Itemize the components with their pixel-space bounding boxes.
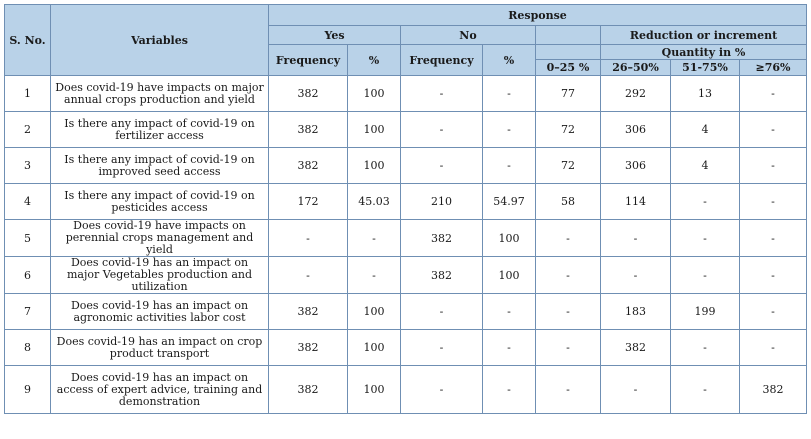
table-row <box>5 220 807 257</box>
no-percent-cell: - <box>483 148 536 184</box>
response-header: Response <box>269 5 807 26</box>
quantity-51-75-cell: 4 <box>671 148 740 184</box>
yes-percent-cell: 100 <box>348 148 401 184</box>
no-frequency-cell: - <box>401 366 483 414</box>
no-percent-cell: 54.97 <box>483 184 536 220</box>
quantity-26-50-header: 26–50% <box>601 60 671 76</box>
no-percent-cell: - <box>483 366 536 414</box>
no-frequency-cell: 382 <box>401 257 483 294</box>
variable-cell: Does covid-19 has an impact on major Vegetables production and utilization <box>51 257 269 294</box>
yes-percent-cell: - <box>348 257 401 294</box>
yes-percent-cell: 100 <box>348 294 401 330</box>
quantity-0-25-cell: 72 <box>536 112 601 148</box>
no-frequency-cell: - <box>401 76 483 112</box>
yes-percent-header: % <box>348 45 401 76</box>
yes-frequency-cell: 382 <box>269 294 348 330</box>
yes-frequency-cell: 382 <box>269 330 348 366</box>
no-percent-cell: - <box>483 112 536 148</box>
no-frequency-cell: 210 <box>401 184 483 220</box>
quantity-76-header: ≥76% <box>740 60 807 76</box>
table-row <box>5 366 807 414</box>
covid-impact-table <box>4 4 807 414</box>
quantity-0-25-cell: - <box>536 220 601 257</box>
no-percent-cell: - <box>483 76 536 112</box>
quantity-76-cell: - <box>740 76 807 112</box>
variable-cell: Does covid-19 has an impact on crop product transport <box>51 330 269 366</box>
variable-cell: Does covid-19 have impacts on major annual crops production and yield <box>51 76 269 112</box>
quantity-76-cell: - <box>740 184 807 220</box>
quantity-0-25-cell: - <box>536 257 601 294</box>
quantity-76-cell: - <box>740 330 807 366</box>
variable-cell: Is there any impact of covid-19 on fertilizer access <box>51 112 269 148</box>
yes-percent-cell: 100 <box>348 366 401 414</box>
quantity-26-50-cell: 306 <box>601 148 671 184</box>
quantity-26-50-cell: 183 <box>601 294 671 330</box>
sno-cell: 5 <box>5 220 51 257</box>
table-row <box>5 257 807 294</box>
quantity-26-50-cell: 306 <box>601 112 671 148</box>
table-row <box>5 294 807 330</box>
reduction-header: Reduction or increment <box>601 26 807 45</box>
sno-cell: 3 <box>5 148 51 184</box>
yes-frequency-cell: 382 <box>269 112 348 148</box>
variables-header: Variables <box>51 5 269 76</box>
yes-frequency-cell: 172 <box>269 184 348 220</box>
quantity-0-25-cell: 72 <box>536 148 601 184</box>
no-percent-cell: - <box>483 294 536 330</box>
yes-percent-cell: 100 <box>348 112 401 148</box>
no-percent-cell: 100 <box>483 220 536 257</box>
yes-percent-cell: 100 <box>348 330 401 366</box>
no-frequency-header: Frequency <box>401 45 483 76</box>
quantity-0-25-cell: 58 <box>536 184 601 220</box>
sno-cell: 7 <box>5 294 51 330</box>
quantity-76-cell: 382 <box>740 366 807 414</box>
variable-cell: Is there any impact of covid-19 on pesticides access <box>51 184 269 220</box>
no-frequency-cell: - <box>401 148 483 184</box>
yes-frequency-cell: 382 <box>269 366 348 414</box>
quantity-51-75-cell: - <box>671 257 740 294</box>
quantity-26-50-cell: 382 <box>601 330 671 366</box>
quantity-0-25-cell: - <box>536 294 601 330</box>
table-row <box>5 184 807 220</box>
quantity-51-75-cell: 13 <box>671 76 740 112</box>
table-row <box>5 148 807 184</box>
quantity-51-75-cell: 199 <box>671 294 740 330</box>
yes-frequency-cell: 382 <box>269 148 348 184</box>
sno-cell: 8 <box>5 330 51 366</box>
no-percent-cell: 100 <box>483 257 536 294</box>
blank-header-2 <box>536 45 601 60</box>
no-frequency-cell: 382 <box>401 220 483 257</box>
quantity-0-25-header: 0–25 % <box>536 60 601 76</box>
sno-cell: 1 <box>5 76 51 112</box>
no-frequency-cell: - <box>401 294 483 330</box>
sno-cell: 9 <box>5 366 51 414</box>
quantity-header: Quantity in % <box>601 45 807 60</box>
table-body <box>5 76 807 414</box>
sno-cell: 4 <box>5 184 51 220</box>
quantity-26-50-cell: 114 <box>601 184 671 220</box>
yes-percent-cell: - <box>348 220 401 257</box>
variable-cell: Is there any impact of covid-19 on improved seed access <box>51 148 269 184</box>
quantity-76-cell: - <box>740 220 807 257</box>
quantity-0-25-cell: 77 <box>536 76 601 112</box>
yes-percent-cell: 100 <box>348 76 401 112</box>
table-row <box>5 330 807 366</box>
yes-header: Yes <box>269 26 401 45</box>
no-frequency-cell: - <box>401 112 483 148</box>
quantity-51-75-cell: - <box>671 220 740 257</box>
table-row <box>5 76 807 112</box>
quantity-51-75-cell: - <box>671 366 740 414</box>
quantity-51-75-cell: - <box>671 184 740 220</box>
variable-cell: Does covid-19 has an impact on access of expert advice, training and demonstration <box>51 366 269 414</box>
quantity-0-25-cell: - <box>536 330 601 366</box>
quantity-51-75-cell: - <box>671 330 740 366</box>
no-frequency-cell: - <box>401 330 483 366</box>
table-row <box>5 112 807 148</box>
quantity-26-50-cell: 292 <box>601 76 671 112</box>
table-header <box>5 5 807 76</box>
sno-cell: 2 <box>5 112 51 148</box>
quantity-26-50-cell: - <box>601 220 671 257</box>
yes-frequency-cell: 382 <box>269 76 348 112</box>
variable-cell: Does covid-19 has an impact on agronomic activities labor cost <box>51 294 269 330</box>
yes-frequency-cell: - <box>269 257 348 294</box>
quantity-76-cell: - <box>740 257 807 294</box>
sno-cell: 6 <box>5 257 51 294</box>
quantity-76-cell: - <box>740 112 807 148</box>
no-header: No <box>401 26 536 45</box>
quantity-76-cell: - <box>740 148 807 184</box>
quantity-76-cell: - <box>740 294 807 330</box>
quantity-26-50-cell: - <box>601 366 671 414</box>
no-percent-cell: - <box>483 330 536 366</box>
yes-frequency-cell: - <box>269 220 348 257</box>
yes-frequency-header: Frequency <box>269 45 348 76</box>
quantity-51-75-cell: 4 <box>671 112 740 148</box>
quantity-51-75-header: 51-75% <box>671 60 740 76</box>
quantity-26-50-cell: - <box>601 257 671 294</box>
variable-cell: Does covid-19 have impacts on perennial crops management and yield <box>51 220 269 257</box>
yes-percent-cell: 45.03 <box>348 184 401 220</box>
blank-header <box>536 26 601 45</box>
quantity-0-25-cell: - <box>536 366 601 414</box>
sno-header: S. No. <box>5 5 51 76</box>
no-percent-header: % <box>483 45 536 76</box>
